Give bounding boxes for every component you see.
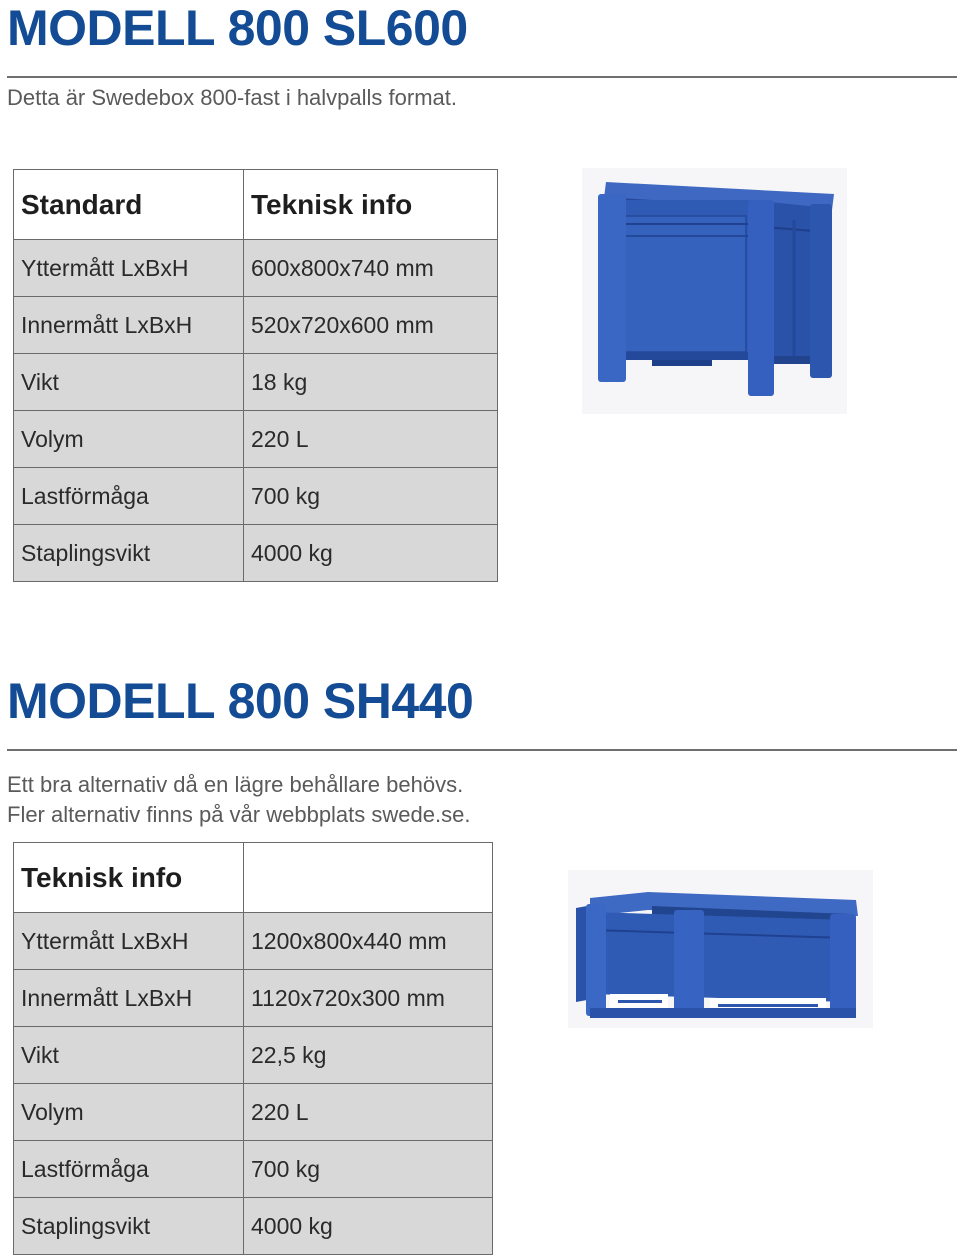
- table-row: [14, 354, 498, 411]
- spec-label: Vikt: [14, 1027, 244, 1084]
- spec-value: 700 kg: [244, 1141, 493, 1198]
- table-row: [14, 1027, 493, 1084]
- table-row: [14, 411, 498, 468]
- table-row: [14, 1141, 493, 1198]
- product-image-low-box: [568, 870, 873, 1028]
- table-row: [14, 1084, 493, 1141]
- section1-spec-table: [13, 169, 498, 582]
- header-cell: Teknisk info: [244, 170, 498, 240]
- table-row: [14, 297, 498, 354]
- table-row: [14, 913, 493, 970]
- table-row: [14, 1198, 493, 1255]
- spec-label: Innermått LxBxH: [14, 970, 244, 1027]
- header-cell: [244, 843, 493, 913]
- spec-label: Volym: [14, 411, 244, 468]
- table-header-row: [14, 170, 498, 240]
- spec-value: 220 L: [244, 1084, 493, 1141]
- spec-value: 22,5 kg: [244, 1027, 493, 1084]
- spec-value: 1120x720x300 mm: [244, 970, 493, 1027]
- spec-value: 520x720x600 mm: [244, 297, 498, 354]
- spec-label: Innermått LxBxH: [14, 297, 244, 354]
- spec-value: 700 kg: [244, 468, 498, 525]
- spec-label: Yttermått LxBxH: [14, 240, 244, 297]
- section2-divider: [7, 749, 957, 751]
- section2-title: MODELL 800 SH440: [7, 673, 474, 729]
- spec-value: 600x800x740 mm: [244, 240, 498, 297]
- spec-value: 18 kg: [244, 354, 498, 411]
- spec-label: Lastförmåga: [14, 468, 244, 525]
- table-header-row: [14, 843, 493, 913]
- section1-title: MODELL 800 SL600: [7, 0, 468, 56]
- spec-label: Staplingsvikt: [14, 525, 244, 582]
- spec-value: 220 L: [244, 411, 498, 468]
- spec-label: Staplingsvikt: [14, 1198, 244, 1255]
- spec-label: Vikt: [14, 354, 244, 411]
- section2-spec-table: [13, 842, 493, 1255]
- section1-intro: Detta är Swedebox 800-fast i halvpalls format.: [7, 85, 458, 110]
- table-row: [14, 468, 498, 525]
- header-cell: Standard: [14, 170, 244, 240]
- table-row: [14, 525, 498, 582]
- spec-value: 4000 kg: [244, 525, 498, 582]
- spec-label: Lastförmåga: [14, 1141, 244, 1198]
- spec-label: Volym: [14, 1084, 244, 1141]
- section2-intro-line2: Fler alternativ finns på vår webbplats swede.se.: [7, 802, 471, 827]
- table-row: [14, 240, 498, 297]
- spec-value: 1200x800x440 mm: [244, 913, 493, 970]
- header-cell: Teknisk info: [14, 843, 244, 913]
- product-image-tall-box: [582, 168, 847, 414]
- section2-intro-line1: Ett bra alternativ då en lägre behållare behövs.: [7, 772, 464, 797]
- spec-label: Yttermått LxBxH: [14, 913, 244, 970]
- spec-value: 4000 kg: [244, 1198, 493, 1255]
- section1-divider: [7, 76, 957, 78]
- table-row: [14, 970, 493, 1027]
